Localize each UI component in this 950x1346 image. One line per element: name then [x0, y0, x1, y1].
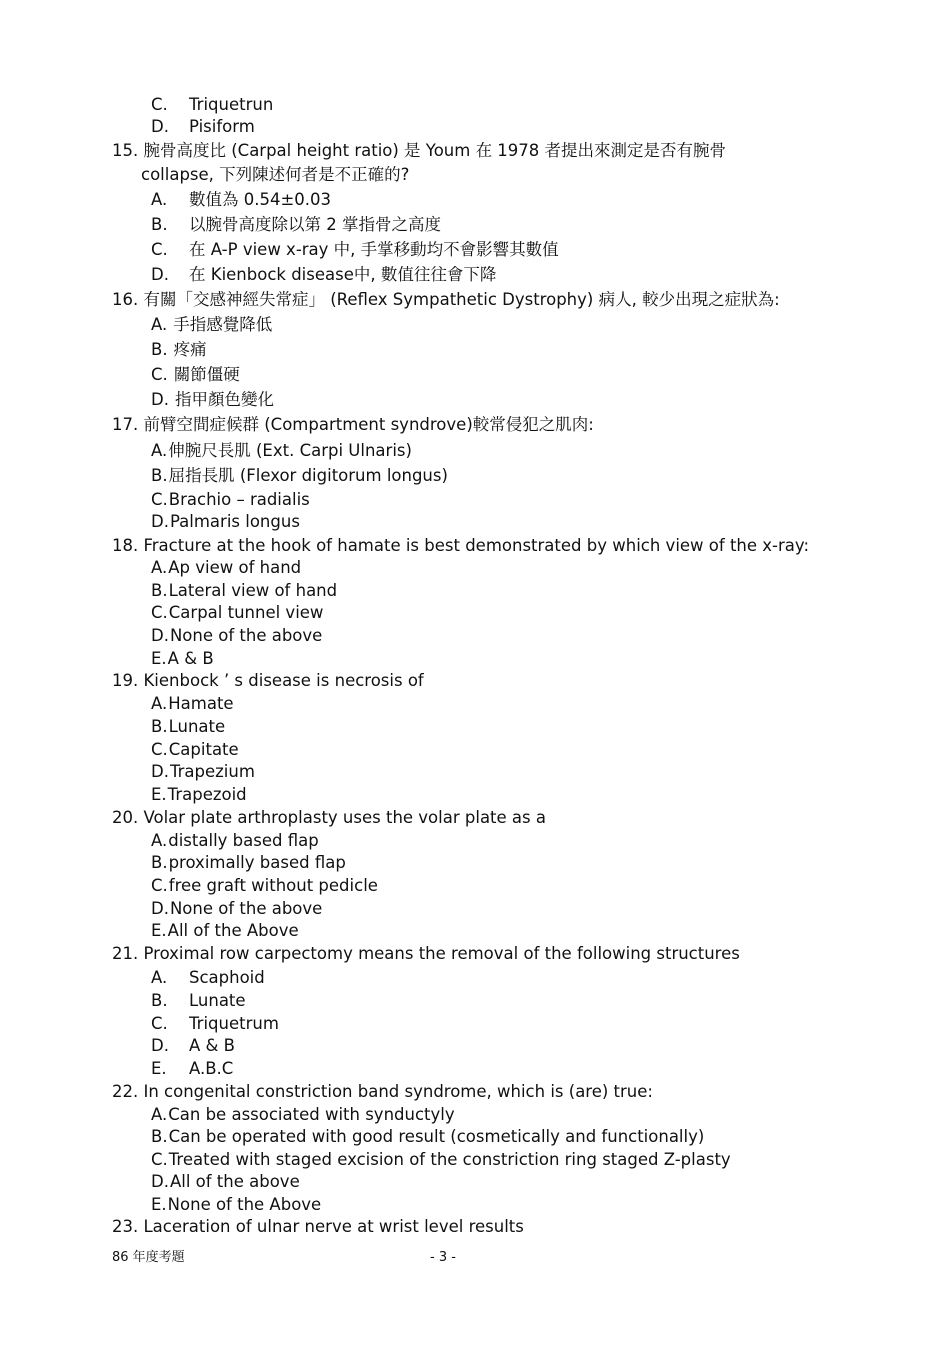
option-text: Triquetrun [189, 95, 274, 114]
option-letter: E. [151, 649, 167, 668]
option-text: 在 Kienbock disease中, 數值往往會下降 [189, 265, 497, 284]
option-letter: A. [151, 558, 168, 577]
option-text: 數值為 0.54±0.03 [189, 190, 332, 209]
option-letter: A. [151, 190, 168, 209]
option-letter: D. [151, 626, 169, 645]
option-text: A.B.C [189, 1059, 234, 1078]
answer-option [151, 785, 247, 805]
answer-option [151, 921, 299, 941]
option-letter: B. [151, 581, 168, 600]
option-letter: A. [151, 315, 168, 334]
question-text: 20. Volar plate arthroplasty uses the volar plate as a [112, 808, 546, 827]
option-text: 疼痛 [173, 340, 207, 359]
option-text: 關節僵硬 [173, 365, 240, 384]
answer-option [151, 991, 246, 1011]
option-text: All of the above [169, 1172, 300, 1191]
answer-option [151, 717, 225, 737]
option-text: Trapezium [169, 762, 255, 781]
option-text: A & B [167, 649, 214, 668]
option-letter: B. [151, 466, 168, 485]
option-text: Can be operated with good result (cosmetically and functionally) [168, 1127, 705, 1146]
option-letter: B. [151, 340, 168, 359]
option-text: Carpal tunnel view [168, 603, 324, 622]
option-letter: A. [151, 441, 168, 460]
option-text: Lunate [168, 717, 226, 736]
option-text: Treated with staged excision of the constriction ring staged Z-plasty [168, 1150, 731, 1169]
option-text: 在 A-P view x-ray 中, 手掌移動均不會影響其數值 [189, 240, 559, 259]
answer-option [151, 95, 273, 115]
option-letter: C. [151, 876, 168, 895]
answer-option [151, 190, 331, 210]
option-text: Lateral view of hand [168, 581, 338, 600]
footer-exam-year: 86 年度考題 [112, 1250, 185, 1265]
answer-option [151, 1105, 455, 1125]
option-letter: C. [151, 365, 168, 384]
answer-option [151, 740, 239, 760]
option-letter: C. [151, 240, 168, 259]
answer-option [151, 694, 234, 714]
answer-option [151, 1014, 279, 1034]
option-letter: C. [151, 603, 168, 622]
option-letter: D. [151, 1172, 169, 1191]
question-text: 21. Proximal row carpectomy means the removal of the following structures [112, 944, 740, 963]
option-letter: D. [151, 1036, 169, 1055]
answer-option [151, 1150, 731, 1170]
option-letter: D. [151, 512, 169, 531]
option-letter: D. [151, 117, 169, 136]
option-letter: B. [151, 991, 168, 1010]
answer-option [151, 340, 207, 360]
option-letter: E. [151, 1195, 167, 1214]
answer-option [151, 390, 274, 410]
option-text: Pisiform [189, 117, 255, 136]
answer-option [151, 831, 319, 851]
option-text: All of the Above [167, 921, 299, 940]
option-text: Triquetrum [189, 1014, 279, 1033]
answer-option [151, 117, 255, 137]
option-text: 伸腕尺長肌 (Ext. Carpi Ulnaris) [168, 441, 412, 460]
answer-option [151, 466, 448, 486]
option-text: Capitate [168, 740, 239, 759]
answer-option [151, 512, 300, 532]
option-letter: A. [151, 1105, 168, 1124]
answer-option [151, 899, 322, 919]
option-text: proximally based flap [168, 853, 346, 872]
option-letter: D. [151, 899, 169, 918]
answer-option [151, 1195, 321, 1215]
option-letter: C. [151, 1150, 168, 1169]
option-letter: C. [151, 1014, 168, 1033]
answer-option [151, 853, 346, 873]
option-letter: A. [151, 968, 168, 987]
option-text: Can be associated with synductyly [168, 1105, 455, 1124]
option-text: Palmaris longus [169, 512, 300, 531]
answer-option [151, 626, 322, 646]
option-text: None of the Above [167, 1195, 322, 1214]
option-text: Ap view of hand [168, 558, 302, 577]
option-letter: D. [151, 265, 169, 284]
option-letter: B. [151, 717, 168, 736]
option-text: 以腕骨高度除以第 2 掌指骨之高度 [189, 215, 441, 234]
option-text: 手指感覺降低 [173, 315, 273, 334]
option-text: None of the above [169, 626, 323, 645]
answer-option [151, 215, 441, 235]
option-text: Brachio – radialis [168, 490, 310, 509]
option-letter: C. [151, 740, 168, 759]
answer-option [151, 603, 323, 623]
answer-option [151, 315, 272, 335]
question-text: 17. 前臂空間症候群 (Compartment syndrove)較常侵犯之肌肉: [112, 415, 594, 434]
question-text: 19. Kienbock ’ s disease is necrosis of [112, 671, 424, 690]
option-letter: D. [151, 762, 169, 781]
option-text: Hamate [168, 694, 234, 713]
option-text: 屈指長肌 (Flexor digitorum longus) [168, 466, 448, 485]
option-text: distally based flap [168, 831, 319, 850]
option-text: A & B [189, 1036, 235, 1055]
question-text: 18. Fracture at the hook of hamate is best demonstrated by which view of the x-ray: [112, 536, 810, 555]
option-letter: A. [151, 831, 168, 850]
answer-option [151, 1172, 300, 1192]
option-letter: B. [151, 215, 168, 234]
answer-option [151, 441, 412, 461]
option-letter: E. [151, 1059, 167, 1078]
question-text: 23. Laceration of ulnar nerve at wrist level results [112, 1217, 524, 1236]
option-text: 指甲顏色變化 [174, 390, 274, 409]
answer-option [151, 1036, 235, 1056]
option-letter: E. [151, 921, 167, 940]
option-letter: D. [151, 390, 169, 409]
answer-option [151, 968, 265, 988]
option-text: Scaphoid [189, 968, 265, 987]
answer-option [151, 240, 559, 260]
option-text: Lunate [189, 991, 246, 1010]
option-letter: B. [151, 1127, 168, 1146]
answer-option [151, 490, 310, 510]
option-letter: B. [151, 853, 168, 872]
answer-option [151, 762, 255, 782]
answer-option [151, 265, 496, 285]
answer-option [151, 1127, 704, 1147]
question-text: 16. 有關「交感神經失常症」 (Reflex Sympathetic Dystrophy) 病人, 較少出現之症狀為: [112, 290, 780, 309]
answer-option [151, 581, 337, 601]
answer-option [151, 649, 214, 669]
option-letter: C. [151, 95, 168, 114]
answer-option [151, 876, 378, 896]
page-number: - 3 - [430, 1250, 456, 1265]
option-text: free graft without pedicle [168, 876, 378, 895]
answer-option [151, 1059, 233, 1079]
question-text: 22. In congenital constriction band syndrome, which is (are) true: [112, 1082, 653, 1101]
option-text: None of the above [169, 899, 323, 918]
answer-option [151, 558, 301, 578]
option-letter: E. [151, 785, 167, 804]
question-text: 15. 腕骨高度比 (Carpal height ratio) 是 Youm 在 1978 者提出來測定是否有腕骨 [112, 141, 727, 160]
question-text-continued: collapse, 下列陳述何者是不正確的? [141, 165, 410, 184]
answer-option [151, 365, 240, 385]
option-letter: A. [151, 694, 168, 713]
option-letter: C. [151, 490, 168, 509]
option-text: Trapezoid [167, 785, 247, 804]
